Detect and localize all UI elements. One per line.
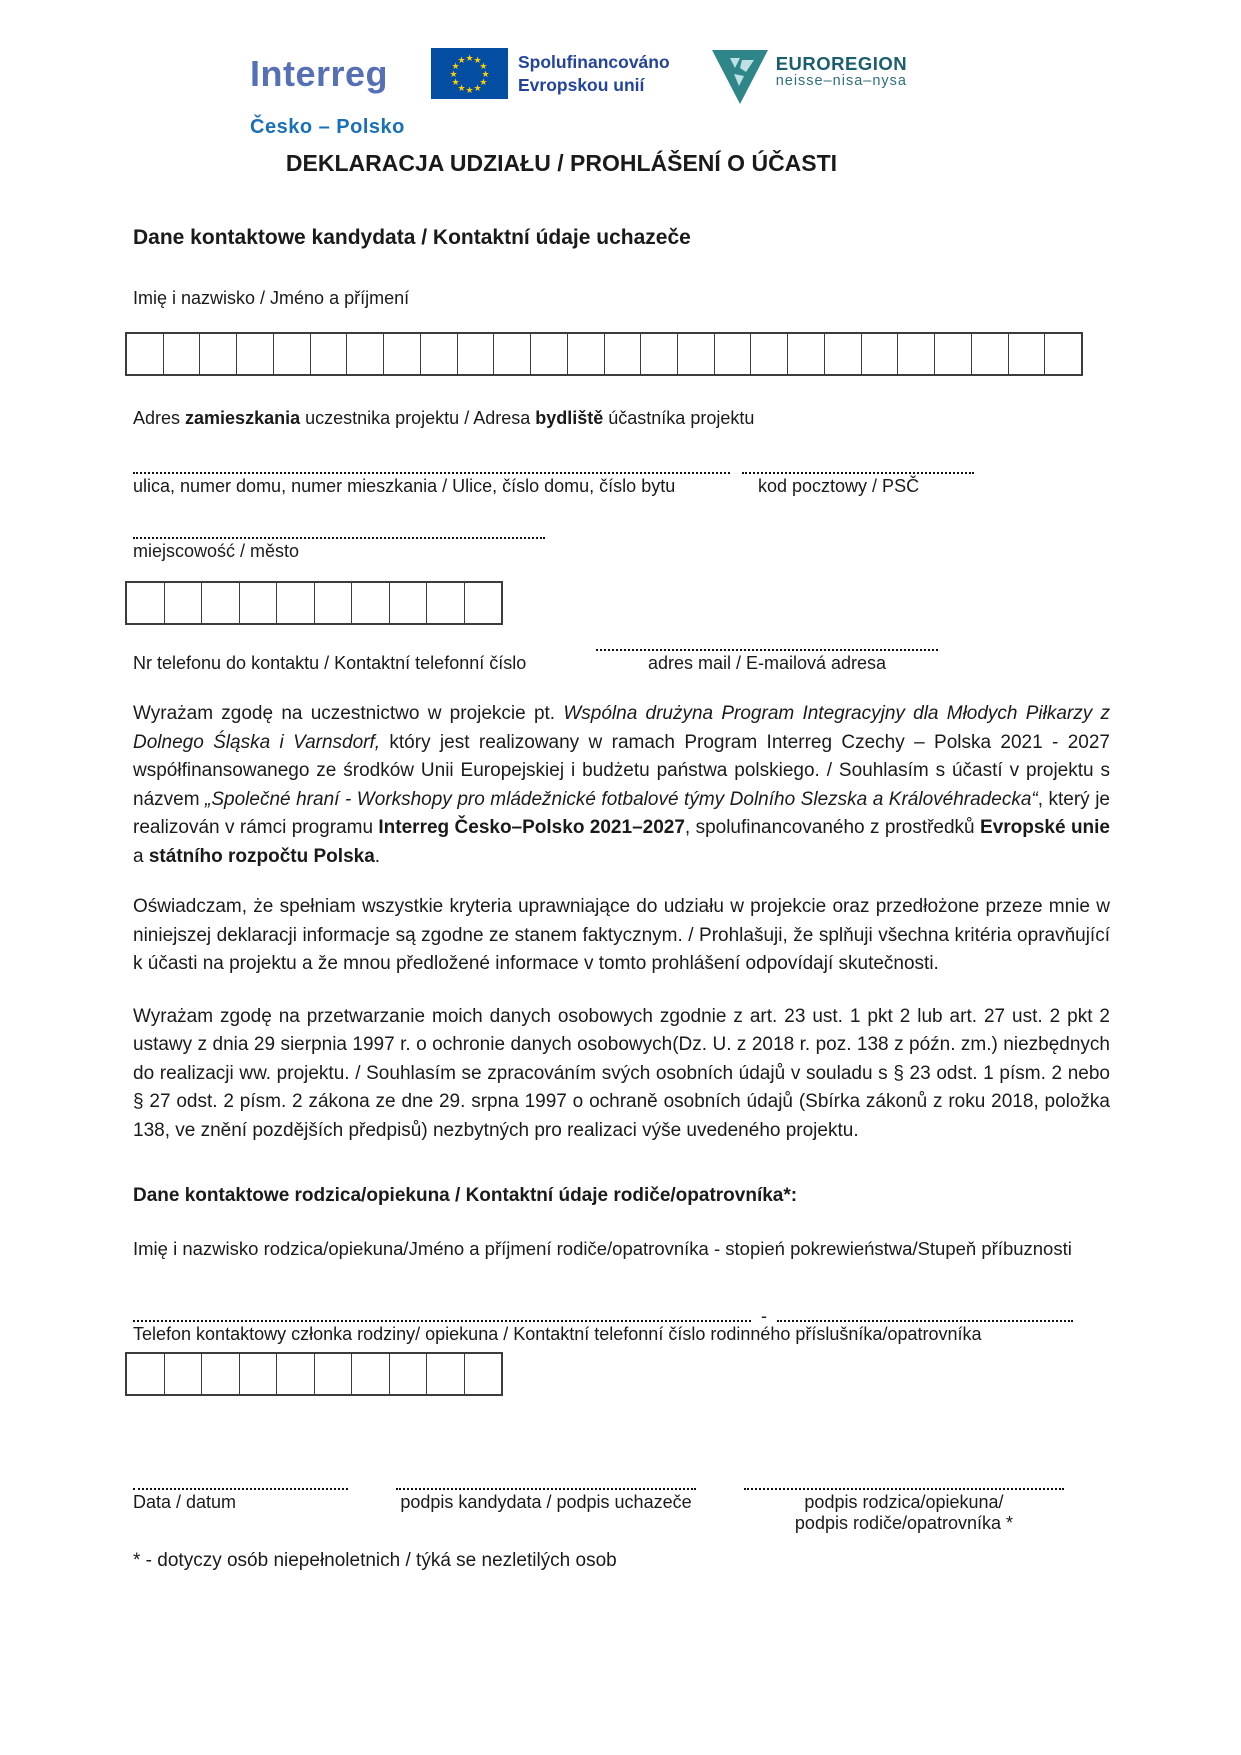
guardian-phone-cell-row <box>125 1352 503 1396</box>
char-cell <box>165 583 203 623</box>
char-cell <box>465 583 502 623</box>
guardian-phone-label: Telefon kontaktowy członka rodziny/ opiekuna / Kontaktní telefonní číslo rodinného příslušníka/opatrovníka <box>133 1323 982 1344</box>
char-cell <box>240 1354 278 1394</box>
char-cell <box>825 334 862 374</box>
char-cell <box>678 334 715 374</box>
email-block <box>596 639 938 674</box>
char-cell <box>384 334 421 374</box>
guardian-dotted-lines <box>133 1305 1110 1326</box>
char-cell <box>458 334 495 374</box>
interreg-program-subtitle: Česko – Polsko <box>250 116 405 138</box>
svg-text:★: ★ <box>451 78 460 88</box>
guardian-section-heading: Dane kontaktowe rodzica/opiekuna / Kontaktní údaje rodiče/opatrovníka*: <box>133 1185 798 1206</box>
street-write-line <box>133 462 730 474</box>
char-cell <box>274 334 311 374</box>
address-dotted-lines <box>133 462 1110 474</box>
city-write-line <box>133 527 545 539</box>
char-cell <box>751 334 788 374</box>
char-cell <box>315 1354 353 1394</box>
candidate-signature-label: podpis kandydata / podpis uchazeče <box>400 1491 692 1512</box>
postal-write-line <box>742 462 974 474</box>
date-write-line <box>133 1478 348 1490</box>
char-cell <box>935 334 972 374</box>
svg-text:★: ★ <box>449 70 458 80</box>
guardian-relation-write-line <box>777 1310 1073 1322</box>
phone-email-row <box>133 639 938 674</box>
svg-text:★: ★ <box>479 62 488 72</box>
candidate-phone-label: Nr telefonu do kontaktu / Kontaktní telefonní číslo <box>133 653 527 673</box>
eu-funding-logo <box>431 46 670 99</box>
char-cell <box>427 1354 465 1394</box>
char-cell <box>127 334 164 374</box>
char-cell <box>494 334 531 374</box>
signature-labels <box>133 1492 1110 1534</box>
char-cell <box>862 334 899 374</box>
euroregion-text <box>776 50 907 90</box>
char-cell <box>390 583 428 623</box>
char-cell <box>352 1354 390 1394</box>
guardian-signature-label <box>744 1492 1064 1534</box>
svg-text:★: ★ <box>473 84 482 94</box>
svg-text:★: ★ <box>457 56 466 66</box>
svg-text:★: ★ <box>479 78 488 88</box>
candidate-phone-cell-row <box>125 581 503 625</box>
svg-text:★: ★ <box>465 54 474 64</box>
char-cell <box>788 334 825 374</box>
char-cell <box>202 1354 240 1394</box>
criteria-declaration-paragraph: Oświadczam, że spełniam wszystkie kryteria uprawniające do udziału w projekcie oraz przedłożone przeze mnie w niniejszej deklaracji informacje są zgodne ze stanem faktycznym. / Prohlašuji, že splňuji všechna kritéria opravňující k účasti na projektu a že mnou předložené informace v tomto prohlášení odpovídají skutečnosti. <box>133 896 1110 974</box>
char-cell <box>127 1354 165 1394</box>
char-cell <box>347 334 384 374</box>
eu-funding-line1: Spolufinancováno <box>518 52 670 72</box>
char-cell <box>165 1354 203 1394</box>
euroregion-name: EUROREGION <box>775 53 908 74</box>
char-cell <box>605 334 642 374</box>
data-processing-consent-paragraph: Wyrażam zgodę na przetwarzanie moich danych osobowych zgodnie z art. 23 ust. 1 pkt 2 lub art. 27 ust. 2 pkt 2 ustawy z dnia 29 sierpnia 1997 r. o ochronie danych osobowych(Dz. U. z 2018 r. poz. 138 z późn. zm.) niezbędnych do realizacji ww. projektu. / Souhlasím se zpracováním svých osobních údajů v souladu s § 23 odst. 1 písm. 2 nebo § 27 odst. 2 písm. 2 zákona ze dne 29. srpna 1997 o ochraně osobních údajů (Sbírka zákonů z roku 2018, položka 138, ve znění pozdějších předpisů) nezbytných pro realizaci výše uvedeného projektu. <box>133 1005 1110 1141</box>
eu-funding-text <box>518 48 670 97</box>
char-cell <box>390 1354 428 1394</box>
email-write-line <box>596 639 938 651</box>
candidate-name-label: Imię i nazwisko / Jméno a příjmení <box>133 288 410 308</box>
address-label: Adres zamieszkania uczestnika projektu / Adresa bydliště účastníka projektu <box>133 408 755 428</box>
postal-code-label: kod pocztowy / PSČ <box>758 476 920 496</box>
minors-footnote: * - dotyczy osób niepełnoletnich / týká se nezletilých osob <box>133 1549 617 1571</box>
char-cell <box>202 583 240 623</box>
char-cell <box>240 583 278 623</box>
char-cell <box>277 583 315 623</box>
char-cell <box>127 583 165 623</box>
city-label: miejscowość / město <box>133 541 300 561</box>
signature-dotted-lines <box>133 1478 1110 1490</box>
char-cell <box>427 583 465 623</box>
email-label: adres mail / E-mailová adresa <box>647 653 887 673</box>
svg-text:★: ★ <box>473 56 482 66</box>
char-cell <box>352 583 390 623</box>
guardian-name-write-line <box>133 1310 751 1322</box>
eu-flag-icon <box>431 48 508 99</box>
char-cell <box>972 334 1009 374</box>
char-cell <box>568 334 605 374</box>
guardian-name-relation-label: Imię i nazwisko rodzica/opiekuna/Jméno a příjmení rodiče/opatrovníka - stopień pokrewieństwa/Stupeň příbuznosti <box>133 1238 1072 1259</box>
char-cell <box>421 334 458 374</box>
date-label: Data / datum <box>133 1491 237 1512</box>
participation-declaration-paragraph: Wyrażam zgodę na uczestnictwo w projekcie pt. Wspólna drużyna Program Integracyjny dla Młodych Piłkarzy z Dolnego Śląska i Varnsdorf, który jest realizowany w ramach Program Interreg Czechy – Polska 2021 - 2027 współfinansowanego ze środków Unii Europejskiej i budżetu państwa polskiego. / Souhlasím s účastí v projektu s názvem „Společné hraní - Workshopy pro mládežnické fotbalové týmy Dolního Slezska a Královéhradecka“, který je realizován v rámci programu Interreg Česko–Polsko 2021–2027, spolufinancovaného z prostředků Evropské unie a státního rozpočtu Polska. <box>133 703 1111 867</box>
guardian-signature-line1: podpis rodzica/opiekuna/ <box>804 1491 1004 1512</box>
char-cell <box>311 334 348 374</box>
char-cell <box>531 334 568 374</box>
char-cell <box>898 334 935 374</box>
euroregion-subtitle: neisse–nisa–nysa <box>775 73 907 90</box>
guardian-signature-line2: podpis rodiče/opatrovníka * <box>794 1512 1014 1533</box>
interreg-logo: Interreg <box>250 53 389 94</box>
logo-row <box>250 46 1110 104</box>
svg-text:★: ★ <box>481 70 490 80</box>
char-cell <box>641 334 678 374</box>
street-label: ulica, numer domu, numer mieszkania / Ulice, číslo domu, číslo bytu <box>133 476 676 496</box>
document-title: DEKLARACJA UDZIAŁU / PROHLÁŠENÍ O ÚČASTI <box>285 150 838 176</box>
svg-text:★: ★ <box>457 84 466 94</box>
euroregion-logo <box>712 46 907 104</box>
guardian-signature-write-line <box>744 1478 1064 1490</box>
svg-text:★: ★ <box>451 62 460 72</box>
svg-text:★: ★ <box>465 86 474 96</box>
euroregion-triangle-icon <box>712 50 768 104</box>
char-cell <box>1045 334 1081 374</box>
char-cell <box>237 334 274 374</box>
address-sublabels <box>133 476 1110 497</box>
char-cell <box>164 334 201 374</box>
char-cell <box>315 583 353 623</box>
guardian-line-separator: - <box>761 1305 767 1326</box>
char-cell <box>1009 334 1046 374</box>
candidate-section-heading: Dane kontaktowe kandydata / Kontaktní údaje uchazeče <box>133 226 691 249</box>
eu-funding-line2: Evropskou unií <box>518 74 645 95</box>
char-cell <box>715 334 752 374</box>
char-cell <box>200 334 237 374</box>
char-cell <box>277 1354 315 1394</box>
candidate-signature-write-line <box>396 1478 696 1490</box>
candidate-name-cell-row <box>125 332 1083 376</box>
char-cell <box>465 1354 502 1394</box>
